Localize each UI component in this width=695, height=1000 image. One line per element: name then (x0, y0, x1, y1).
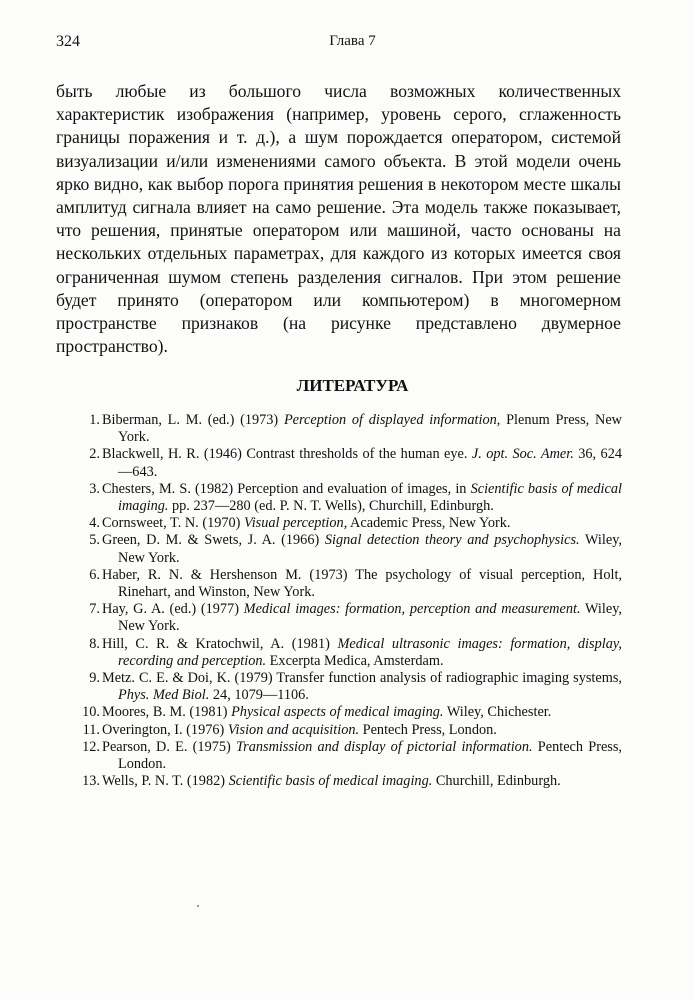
reference-number: 12. (82, 738, 100, 755)
reference-item (76, 446, 622, 480)
scan-speck (197, 905, 199, 907)
reference-text: Overington, I. (1976) (102, 721, 228, 738)
reference-text: Wells, P. N. T. (1982) (102, 773, 229, 790)
reference-publisher: Excerpta Medica, Amsterdam. (266, 652, 444, 669)
reference-item (76, 601, 622, 635)
reference-item (76, 722, 622, 739)
reference-text: Cornsweet, T. N. (1970) (102, 515, 245, 532)
reference-item (76, 532, 622, 566)
reference-item (76, 704, 622, 721)
reference-number: 6. (89, 566, 100, 583)
reference-publisher: Pentech Press, London. (118, 738, 623, 773)
reference-number: 5. (89, 532, 100, 549)
reference-number: 4. (89, 515, 100, 532)
reference-item (76, 670, 622, 704)
reference-number: 11. (82, 721, 100, 738)
reference-publisher: 36, 624—643. (118, 446, 622, 480)
reference-publisher: Plenum Press, New York. (118, 412, 622, 446)
reference-number: 1. (89, 412, 100, 428)
reference-text: Moores, B. M. (1981) (102, 704, 232, 721)
reference-publisher: 24, 1079—1106. (209, 687, 309, 704)
reference-publisher: Pentech Press, London. (359, 721, 497, 738)
reference-number: 8. (89, 635, 100, 652)
reference-item (76, 515, 622, 532)
reference-text: Hay, G. A. (ed.) (1977) (102, 601, 244, 618)
reference-publisher: Churchill, Edinburgh. (432, 773, 561, 790)
reference-number: 13. (82, 773, 100, 790)
reference-text: Chesters, M. S. (1982) Perception and evaluation of images, in (102, 480, 471, 497)
reference-title: Medical ultrasonic images: formation, display, recording and perception. (118, 635, 622, 669)
reference-title: Perception of displayed information, (283, 412, 501, 428)
reference-title: Vision and acquisition. (227, 721, 360, 738)
reference-text: Metz. C. E. & Doi, K. (1979) Transfer function analysis of radiographic imaging systems, (102, 670, 622, 687)
reference-text: Pearson, D. E. (1975) (102, 738, 237, 755)
reference-publisher: Wiley, New York. (118, 532, 622, 566)
reference-publisher: Wiley, Chichester. (443, 704, 552, 721)
reference-text: Haber, R. N. & Hershenson M. (1973) The psychology of visual perception, Holt, Rinehart, and Winston, New York. (102, 566, 622, 601)
reference-item (76, 481, 622, 515)
reference-number: 2. (89, 446, 100, 463)
reference-title: Transmission and display of pictorial information. (236, 738, 533, 755)
reference-item (76, 739, 622, 773)
references-title: ЛИТЕРАТУРА (296, 376, 409, 395)
reference-text: Biberman, L. M. (ed.) (1973) (102, 412, 284, 428)
body-text (56, 80, 621, 358)
reference-publisher: pp. 237—280 (ed. P. N. T. Wells), Churchill, Edinburgh. (168, 498, 494, 515)
page-number: 324 (56, 33, 80, 50)
reference-title: Scientific basis of medical imaging. (228, 773, 433, 790)
reference-publisher: Wiley, New York. (118, 601, 622, 635)
reference-title: Signal detection theory and psychophysics. (324, 532, 580, 549)
reference-item (76, 773, 622, 790)
reference-number: 10. (82, 704, 100, 721)
body-paragraph: быть любые из большого числа возможных количественных характеристик изображения (например, уровень серого, сглаженность границы поражения и т. д.), а шум порождается оператором, системой визуализации и/или изменениями самого объекта. В этой модели очень ярко видно, как выбор порога принятия решения в некотором месте шкалы амплитуд сигнала влияет на само решение. Эта модель также показывает, что решения, принятые оператором или машиной, часто основаны на нескольких отдельных параметрах, для каждого из которых имеется своя ограниченная шумом степень разделения сигналов. При этом решение будет принято (оператором или компьютером) в многомерном пространстве признаков (на рисунке представлено двумерное пространство). (56, 81, 621, 357)
reference-item (76, 567, 622, 601)
reference-title: Visual perception, (244, 515, 348, 532)
reference-title: Scientific basis of medical imaging. (118, 480, 622, 515)
running-head: Глава 7 (329, 33, 376, 49)
reference-text: Blackwell, H. R. (1946) Contrast thresholds of the human eye. (102, 446, 472, 463)
reference-number: 7. (89, 601, 100, 618)
reference-number: 9. (89, 670, 100, 687)
reference-title: Phys. Med Biol. (118, 687, 210, 704)
reference-publisher: Academic Press, New York. (347, 515, 511, 532)
reference-item (76, 412, 622, 446)
reference-item (76, 636, 622, 670)
reference-number: 3. (89, 480, 100, 497)
reference-text: Green, D. M. & Swets, J. A. (1966) (102, 532, 325, 549)
reference-title: J. opt. Soc. Amer. (471, 446, 574, 463)
reference-title: Physical aspects of medical imaging. (231, 704, 444, 721)
references-list (76, 412, 622, 790)
reference-title: Medical images: formation, perception and measurement. (243, 601, 581, 618)
reference-text: Hill, C. R. & Kratochwil, A. (1981) (102, 635, 338, 652)
